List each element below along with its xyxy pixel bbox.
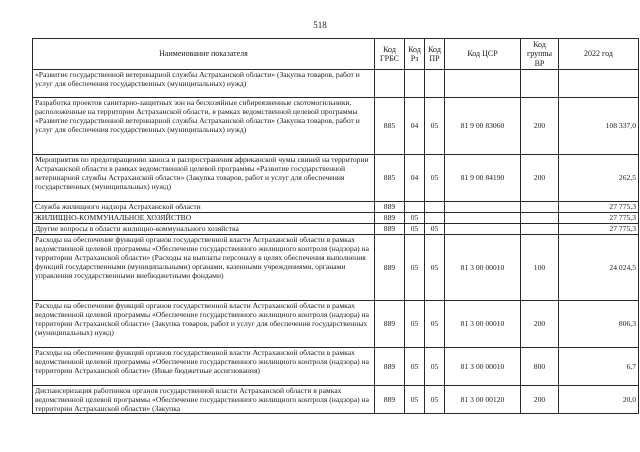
row-pr: 05: [425, 386, 445, 414]
header-name: Наименование показателя: [33, 39, 375, 70]
row-amount: 262,5: [559, 155, 639, 202]
row-name: Другие вопросы в области жилищно-коммунального хозяйства: [33, 224, 375, 235]
row-pr: [425, 70, 445, 98]
page-number: 518: [313, 20, 327, 30]
row-name: ЖИЛИЩНО-КОММУНАЛЬНОЕ ХОЗЯЙСТВО: [33, 213, 375, 224]
row-pr: 05: [425, 235, 445, 301]
row-grbs: 889: [375, 348, 405, 386]
row-csr: [445, 202, 521, 213]
row-csr: 81 3 00 00120: [445, 386, 521, 414]
row-grbs: 889: [375, 235, 405, 301]
table-row: [33, 70, 639, 98]
header-vr: Код группы ВР: [521, 39, 559, 70]
row-amount: 108 337,0: [559, 98, 639, 155]
row-name: Разработка проектов санитарно-защитных зон на бесхозяйные сибиреязвенные скотомогильники, расположенные на территории Астраханской области, в рамках ведомственной целевой программы «Развитие государственной ветеринарной службы Астраханской области» (Закупка товаров, работ и услуг для обеспечения государственных (муниципальных) нужд): [33, 98, 375, 155]
header-pr: Код ПР: [425, 39, 445, 70]
row-grbs: 889: [375, 386, 405, 414]
row-vr: 200: [521, 301, 559, 348]
row-grbs: 885: [375, 98, 405, 155]
row-csr: 81 3 00 00010: [445, 348, 521, 386]
row-name: Расходы на обеспечение функций органов государственной власти Астраханской области в рамках ведомственной целевой программы «Обеспечение государственного жилищного контроля (надзора) на территории Астраханской области» (Иные бюджетные ассигнования): [33, 348, 375, 386]
table-row: [33, 348, 639, 386]
row-vr: 200: [521, 98, 559, 155]
row-pr: [425, 213, 445, 224]
row-pr: 05: [425, 348, 445, 386]
row-csr: [445, 224, 521, 235]
row-grbs: 889: [375, 202, 405, 213]
row-amount: 20,0: [559, 386, 639, 414]
table-header-row: [33, 39, 639, 70]
header-grbs: Код ГРБС: [375, 39, 405, 70]
row-vr: [521, 213, 559, 224]
row-amount: 24 024,5: [559, 235, 639, 301]
row-name: Служба жилищного надзора Астраханской области: [33, 202, 375, 213]
row-vr: 800: [521, 348, 559, 386]
row-name: Диспансеризация работников органов государственной власти Астраханской области в рамках ведомственной целевой программы «Обеспечение государственного жилищного контроля (надзора) на территории Астраханской области» (Закупка: [33, 386, 375, 414]
budget-table: [32, 38, 639, 414]
row-grbs: [375, 70, 405, 98]
row-grbs: 889: [375, 224, 405, 235]
row-vr: 100: [521, 235, 559, 301]
row-amount: 27 775,3: [559, 202, 639, 213]
row-vr: [521, 202, 559, 213]
table-row: [33, 224, 639, 235]
row-rz: 05: [405, 224, 425, 235]
row-rz: 05: [405, 301, 425, 348]
row-rz: [405, 202, 425, 213]
row-csr: 81 3 00 00010: [445, 235, 521, 301]
header-rz: Код Рз: [405, 39, 425, 70]
row-rz: 05: [405, 348, 425, 386]
row-pr: 05: [425, 224, 445, 235]
row-amount: 27 775,3: [559, 224, 639, 235]
table-row: [33, 155, 639, 202]
row-vr: [521, 224, 559, 235]
row-rz: 05: [405, 235, 425, 301]
row-amount: 27 775,3: [559, 213, 639, 224]
table-row: [33, 386, 639, 414]
header-year: 2022 год: [559, 39, 639, 70]
table-row: [33, 213, 639, 224]
row-csr: [445, 213, 521, 224]
row-name: Мероприятия по предотвращению заноса и распространения африканской чумы свиней на территории Астраханской области в рамках ведомственной целевой программы «Развитие государственной ветеринарной службы Астраханской области» (Закупка товаров, работ и услуг для обеспечения государственных (муниципальных) нужд): [33, 155, 375, 202]
row-pr: 05: [425, 155, 445, 202]
table-row: [33, 301, 639, 348]
row-name: Расходы на обеспечение функций органов государственной власти Астраханской области в рамках ведомственной целевой программы «Обеспечение государственного жилищного контроля (надзора) на территории Астраханской области» (Расходы на выплаты персоналу в целях обеспечения выполнения функций государственными (муниципальными) органами, казенными учреждениями, органами управления государственными внебюджетными фондами): [33, 235, 375, 301]
row-amount: [559, 70, 639, 98]
row-rz: 05: [405, 213, 425, 224]
row-grbs: 889: [375, 213, 405, 224]
row-pr: 05: [425, 98, 445, 155]
row-csr: [445, 70, 521, 98]
row-csr: 81 9 00 83060: [445, 98, 521, 155]
row-name: «Развитие государственной ветеринарной службы Астраханской области» (Закупка товаров, работ и услуг для обеспечения государственных (муниципальных) нужд): [33, 70, 375, 98]
row-pr: 05: [425, 301, 445, 348]
table-row: [33, 235, 639, 301]
row-rz: 04: [405, 155, 425, 202]
row-vr: [521, 70, 559, 98]
row-csr: 81 9 00 84190: [445, 155, 521, 202]
row-csr: 81 3 00 00010: [445, 301, 521, 348]
row-grbs: 885: [375, 155, 405, 202]
row-name: Расходы на обеспечение функций органов государственной власти Астраханской области в рамках ведомственной целевой программы «Обеспечение государственного жилищного контроля (надзора) на территории Астраханской области» (Закупка товаров, работ и услуг для обеспечения государственных (муниципальных) нужд): [33, 301, 375, 348]
row-rz: 04: [405, 98, 425, 155]
row-vr: 200: [521, 155, 559, 202]
row-amount: 6,7: [559, 348, 639, 386]
row-pr: [425, 202, 445, 213]
table-row: [33, 202, 639, 213]
row-amount: 806,3: [559, 301, 639, 348]
row-rz: 05: [405, 386, 425, 414]
table-row: [33, 98, 639, 155]
row-rz: [405, 70, 425, 98]
row-grbs: 889: [375, 301, 405, 348]
row-vr: 200: [521, 386, 559, 414]
header-csr: Код ЦСР: [445, 39, 521, 70]
